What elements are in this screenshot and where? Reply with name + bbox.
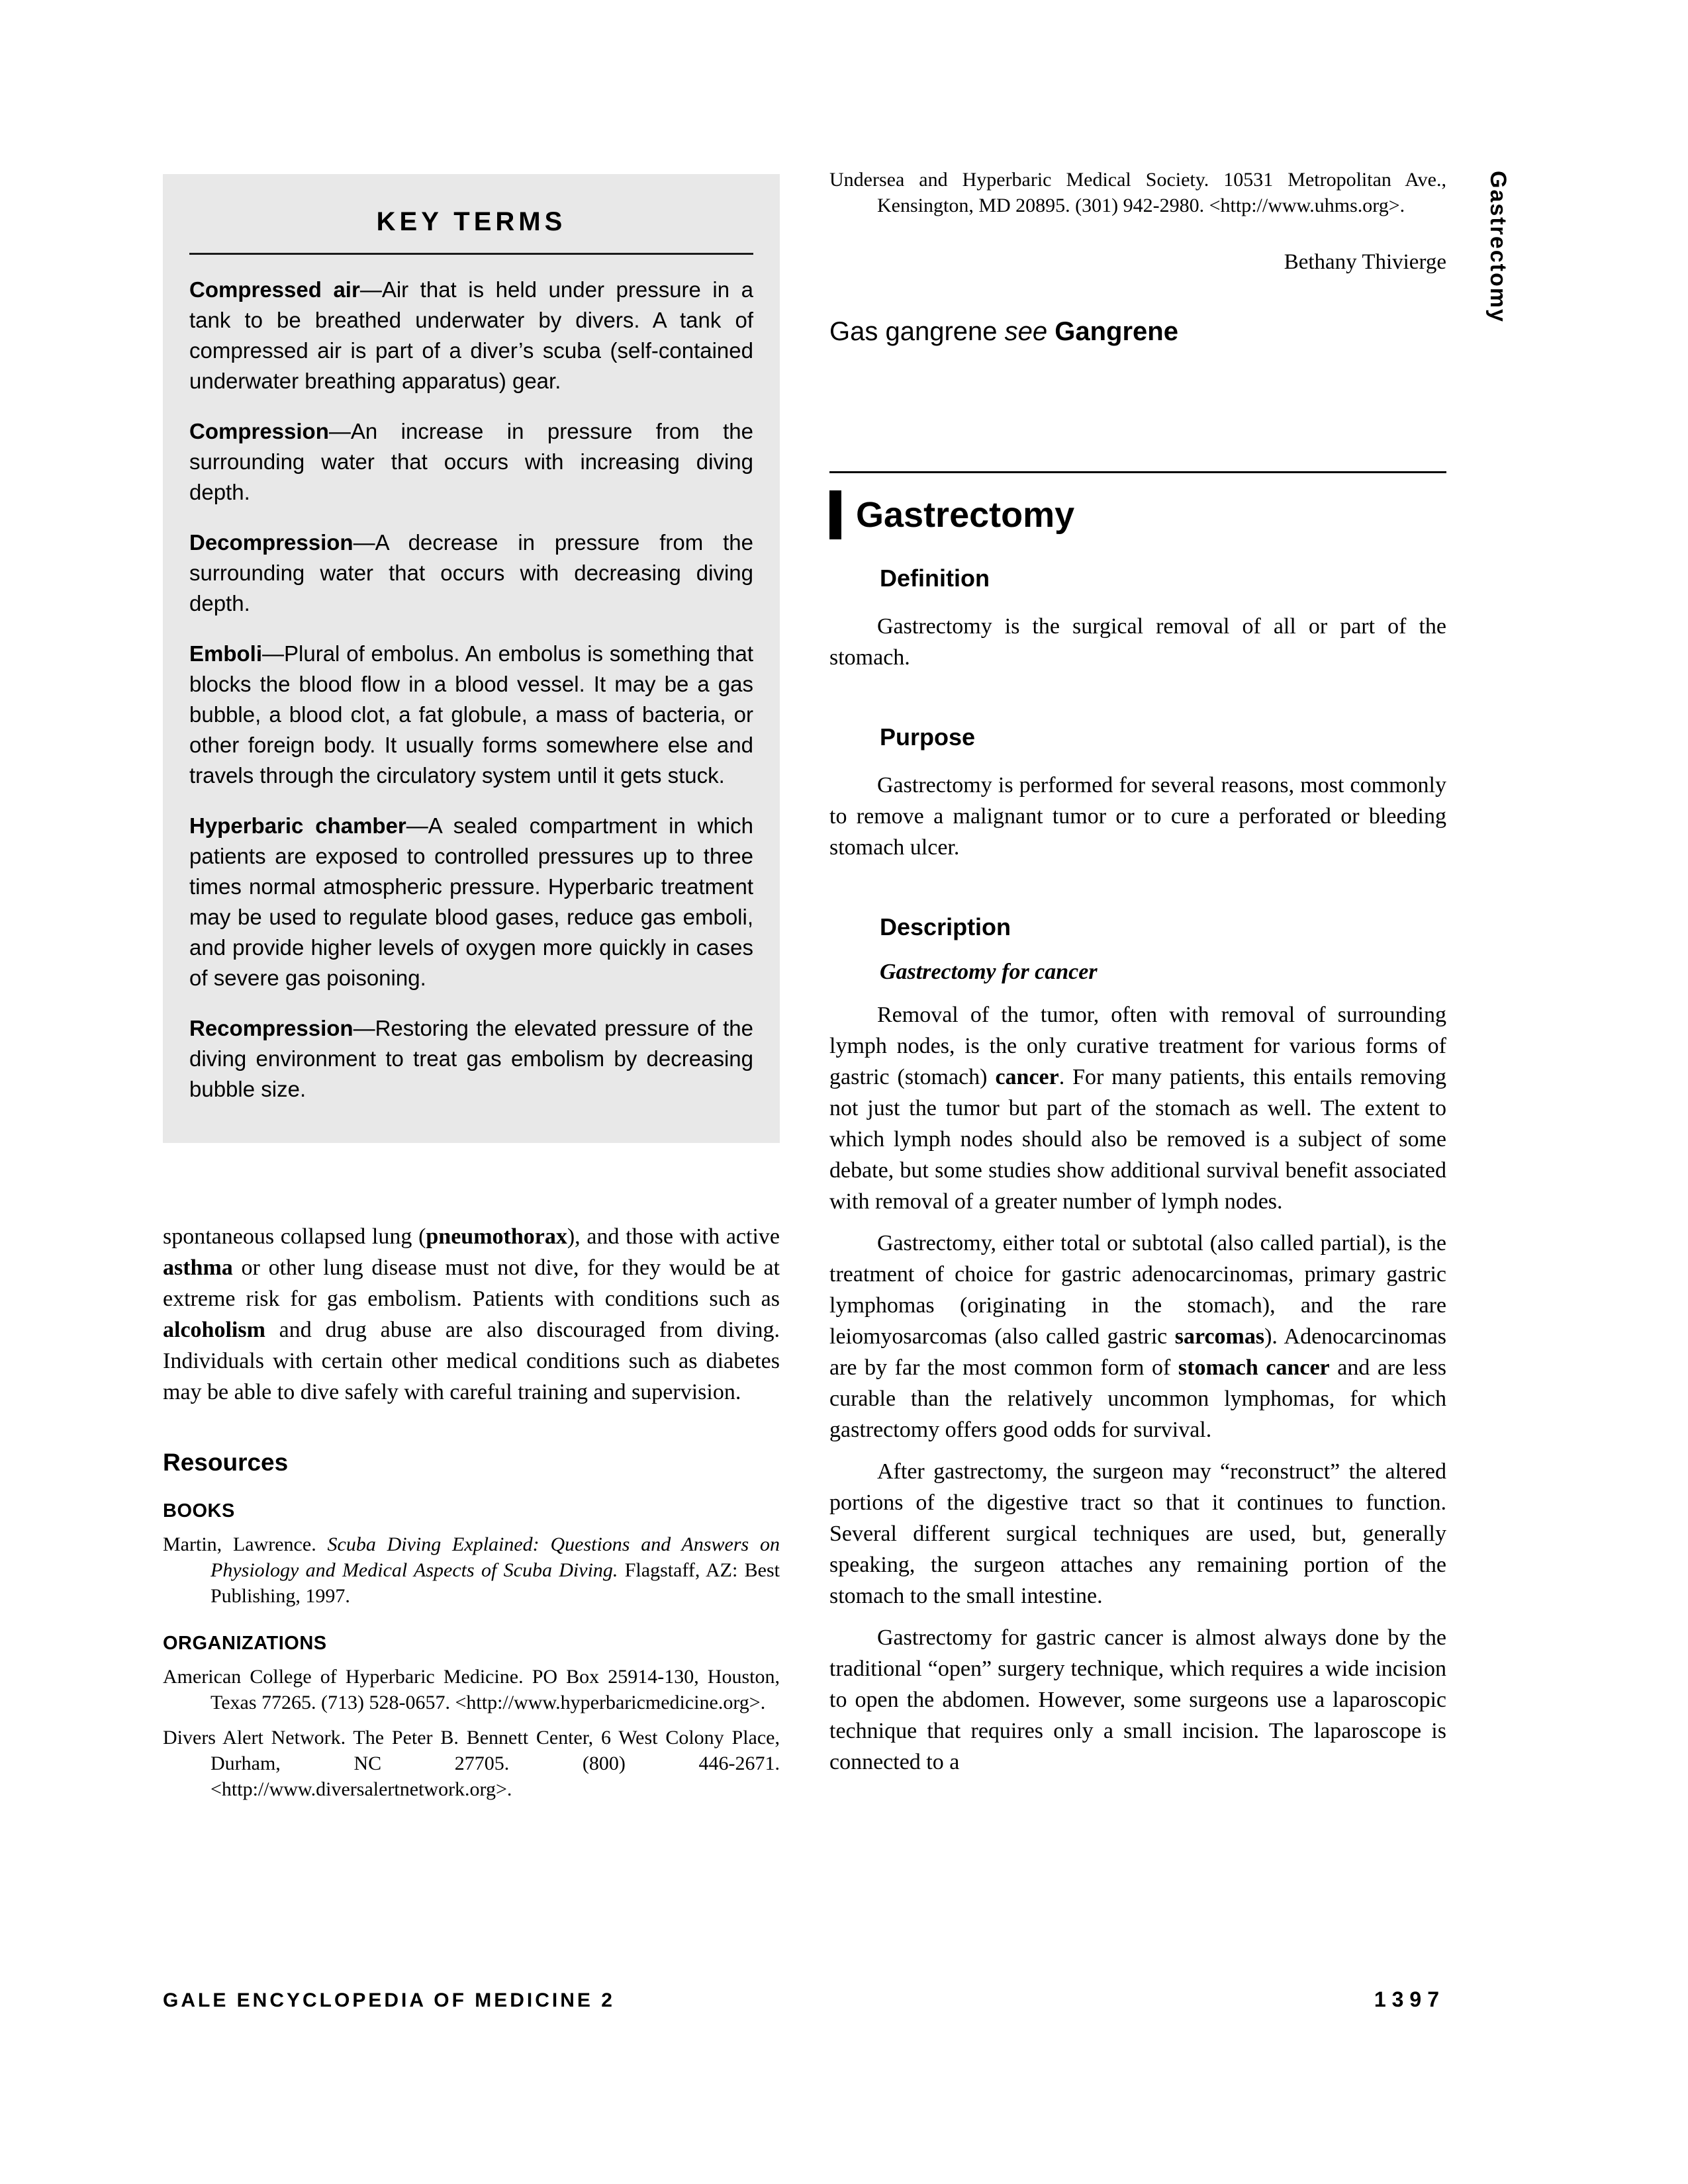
book-citation: Martin, Lawrence. Scuba Diving Explained: Questions and Answers on Physiology and Medical Aspects of Scuba Diving. Flagstaff, AZ: Best Publishing, 1997.	[163, 1533, 780, 1607]
key-term: Emboli	[189, 641, 263, 666]
key-term-definition: —A decrease in pressure from the surrounding water that occurs with decreasing diving depth.	[189, 530, 753, 615]
key-term-definition: —Air that is held under pressure in a tank to be breathed underwater by divers. A tank of compressed air is part of a diver’s scuba (self-contained underwater breathing apparatus) gear.	[189, 277, 754, 393]
body-paragraph: Gastrectomy, either total or subtotal (also called partial), is the treatment of choice for gastric adenocarcinomas, primary gastric lymphomas (originating in the stomach), and the rare leiomyosarcomas (also called gastric sarcomas). Adenocarcinomas are by far the most common form of stomach cancer and are less curable than the relatively uncommon lymphomas, for which gastrectomy offers good odds for survival.	[829, 1231, 1446, 1442]
article-gastrectomy	[829, 471, 1446, 1778]
books-heading: BOOKS	[163, 1500, 235, 1522]
key-term: Hyperbaric chamber	[189, 813, 406, 838]
key-terms-box	[163, 174, 780, 1143]
body-paragraph: Removal of the tumor, often with removal of surrounding lymph nodes, is the only curative treatment for various forms of gastric (stomach) cancer. For many patients, this entails removing not just the tumor but part of the stomach as well. The extent to which lymph nodes should also be removed is a subject of some debate, but some studies show additional survival benefit associated with removal of a greater number of lymph nodes.	[829, 1003, 1446, 1214]
organization-entry: Divers Alert Network. The Peter B. Bennett Center, 6 West Colony Place, Durham, NC 27705. (800) 446-2671. <http://www.diversalertnetwork.org>.	[163, 1727, 780, 1800]
description-heading: Description	[880, 913, 1011, 940]
description-subheading: Gastrectomy for cancer	[880, 960, 1098, 984]
right-column	[829, 167, 1446, 1788]
key-terms-title: KEY TERMS	[189, 202, 753, 255]
key-term-definition: —Plural of embolus. An embolus is something that blocks the blood flow in a blood vessel. It may be a gas bubble, a blood clot, a fat globule, a mass of bacteria, or other foreign body. It usually forms somewhere else and travels through the circulatory system until it gets stuck.	[189, 641, 753, 788]
key-term: Compressed air	[189, 277, 360, 302]
footer-book-title: GALE ENCYCLOPEDIA OF MEDICINE 2	[163, 1989, 615, 2011]
key-term-definition: —An increase in pressure from the surrounding water that occurs with increasing diving depth.	[189, 419, 753, 504]
page-footer	[163, 1987, 1445, 2012]
left-column	[163, 174, 780, 1802]
key-term-definition: —Restoring the elevated pressure of the diving environment to treat gas embolism by decreasing bubble size.	[189, 1016, 753, 1101]
footer-page-number: 1397	[1374, 1987, 1445, 2011]
key-term-definition: —A sealed compartment in which patients are exposed to controlled pressures up to three times normal atmospheric pressure. Hyperbaric treatment may be used to regulate blood gases, reduce gas emboli, and provide higher levels of oxygen more quickly in cases of severe gas poisoning.	[189, 813, 753, 990]
organization-entry-continued: Undersea and Hyperbaric Medical Society. 10531 Metropolitan Ave., Kensington, MD 20895. (301) 942-2980. <http://www.uhms.org>.	[829, 169, 1446, 216]
author-byline: Bethany Thivierge	[1284, 250, 1446, 274]
key-term-entry	[189, 811, 753, 993]
body-paragraph: spontaneous collapsed lung (pneumothorax), and those with active asthma or other lung disease must not dive, for they would be at extreme risk for gas embolism. Patients with conditions such as alcoholism and drug abuse are also discouraged from diving. Individuals with certain other medical conditions such as diabetes may be able to dive safely with careful training and supervision.	[163, 1224, 780, 1404]
organization-entry: American College of Hyperbaric Medicine. PO Box 25914-130, Houston, Texas 77265. (713) 528-0657. <http://www.hyperbaricmedicine.org>.	[163, 1666, 780, 1713]
article-title-bar	[829, 490, 841, 539]
body-paragraph: After gastrectomy, the surgeon may “reconstruct” the altered portions of the digestive tract so that it continues to function. Several different surgical techniques are used, but, generally speaking, the surgeon attaches any remaining portion of the stomach to the small intestine.	[829, 1459, 1446, 1608]
key-term-entry	[189, 416, 753, 508]
article-title-row	[829, 490, 1446, 539]
definition-heading: Definition	[880, 565, 990, 592]
body-paragraph: Gastrectomy for gastric cancer is almost always done by the traditional “open” surgery technique, which requires a wide incision to open the abdomen. However, some surgeons use a laparoscopic technique that requires only a small incision. The laparoscope is connected to a	[829, 1625, 1446, 1774]
key-term-entry	[189, 1013, 753, 1105]
organizations-heading: ORGANIZATIONS	[163, 1633, 327, 1654]
body-paragraph: Gastrectomy is the surgical removal of all or part of the stomach.	[829, 614, 1446, 670]
key-term: Compression	[189, 419, 329, 443]
article-title: Gastrectomy	[856, 495, 1075, 535]
key-term: Recompression	[189, 1016, 353, 1040]
key-term-entry	[189, 527, 753, 619]
purpose-heading: Purpose	[880, 723, 976, 751]
key-term-entry	[189, 275, 753, 396]
key-term-entry	[189, 639, 753, 791]
page-edge-label: Gastrectomy	[1485, 171, 1511, 323]
key-term: Decompression	[189, 530, 353, 555]
body-paragraph: Gastrectomy is performed for several reasons, most commonly to remove a malignant tumor or to cure a perforated or bleeding stomach ulcer.	[829, 773, 1446, 860]
resources-heading: Resources	[163, 1449, 289, 1476]
cross-reference: Gas gangrene see Gangrene	[829, 317, 1178, 346]
